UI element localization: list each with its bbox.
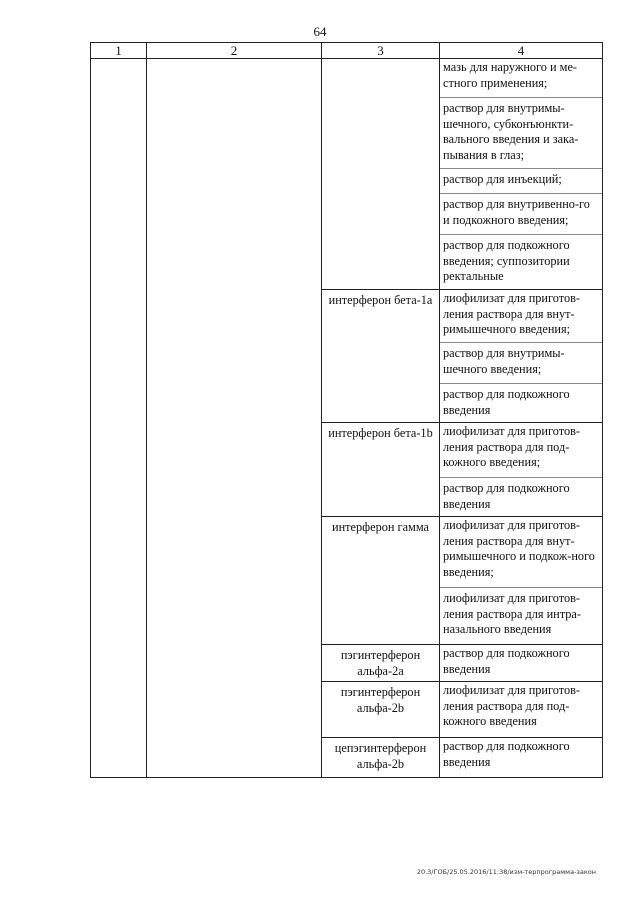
form-item: лиофилизат для приготов-ления раствора для под-кожного введения bbox=[443, 683, 580, 728]
drug-name: пэгинтерферон альфа-2b bbox=[322, 682, 440, 738]
drug-name: цепэгинтерферон альфа-2b bbox=[322, 738, 440, 778]
group-column bbox=[147, 59, 322, 778]
forms-cell bbox=[440, 517, 603, 645]
form-item: лиофилизат для приготов-ления раствора для внут-римышечного и подкож-ного введения; bbox=[440, 517, 602, 588]
drug-name: пэгинтерферон альфа-2а bbox=[322, 645, 440, 682]
table-row bbox=[91, 59, 603, 290]
form-item: раствор для инъекций; bbox=[440, 169, 602, 194]
page-number: 64 bbox=[313, 24, 327, 39]
form-item: мазь для наружного и ме-стного применения; bbox=[440, 59, 602, 98]
header-col-4: 4 bbox=[440, 43, 603, 59]
forms-cell bbox=[440, 738, 603, 778]
form-item: раствор для внутримы-шечного, субконъюнкти-вального введения и зака-пывания в глаз; bbox=[440, 98, 602, 169]
header-col-2: 2 bbox=[147, 43, 322, 59]
forms-cell bbox=[440, 59, 603, 290]
form-item: лиофилизат для приготов-ления раствора для внут-римышечного введения; bbox=[440, 290, 602, 343]
form-item: лиофилизат для приготов-ления раствора для под-кожного введения; bbox=[440, 423, 602, 478]
header-col-1: 1 bbox=[91, 43, 147, 59]
form-item: раствор для внутривенно-го и подкожного введения; bbox=[440, 194, 602, 235]
forms-cell bbox=[440, 682, 603, 738]
form-item: раствор для подкожного введения; суппозитории ректальные bbox=[443, 238, 570, 283]
form-item: лиофилизат для приготов-ления раствора для интра-назального введения bbox=[443, 591, 581, 636]
drug-name: интерферон бета-1b bbox=[322, 423, 440, 517]
drug-table bbox=[90, 42, 603, 778]
form-item: раствор для подкожного введения bbox=[443, 646, 570, 676]
drug-name: интерферон бета-1а bbox=[322, 290, 440, 423]
drug-cell-empty bbox=[322, 59, 440, 290]
header-row bbox=[91, 43, 603, 59]
footer-code: 20.3/ГОБ/25.05.2016/11:38/изм-терпрограмма-закон bbox=[416, 868, 596, 876]
forms-cell bbox=[440, 645, 603, 682]
form-item: раствор для подкожного введения bbox=[443, 387, 570, 417]
forms-cell bbox=[440, 423, 603, 517]
drug-name: интерферон гамма bbox=[322, 517, 440, 645]
forms-cell bbox=[440, 290, 603, 423]
header-col-3: 3 bbox=[322, 43, 440, 59]
form-item: раствор для внутримы-шечного введения; bbox=[440, 343, 602, 384]
form-item: раствор для подкожного введения bbox=[443, 481, 570, 511]
code-column bbox=[91, 59, 147, 778]
form-item: раствор для подкожного введения bbox=[443, 739, 570, 769]
